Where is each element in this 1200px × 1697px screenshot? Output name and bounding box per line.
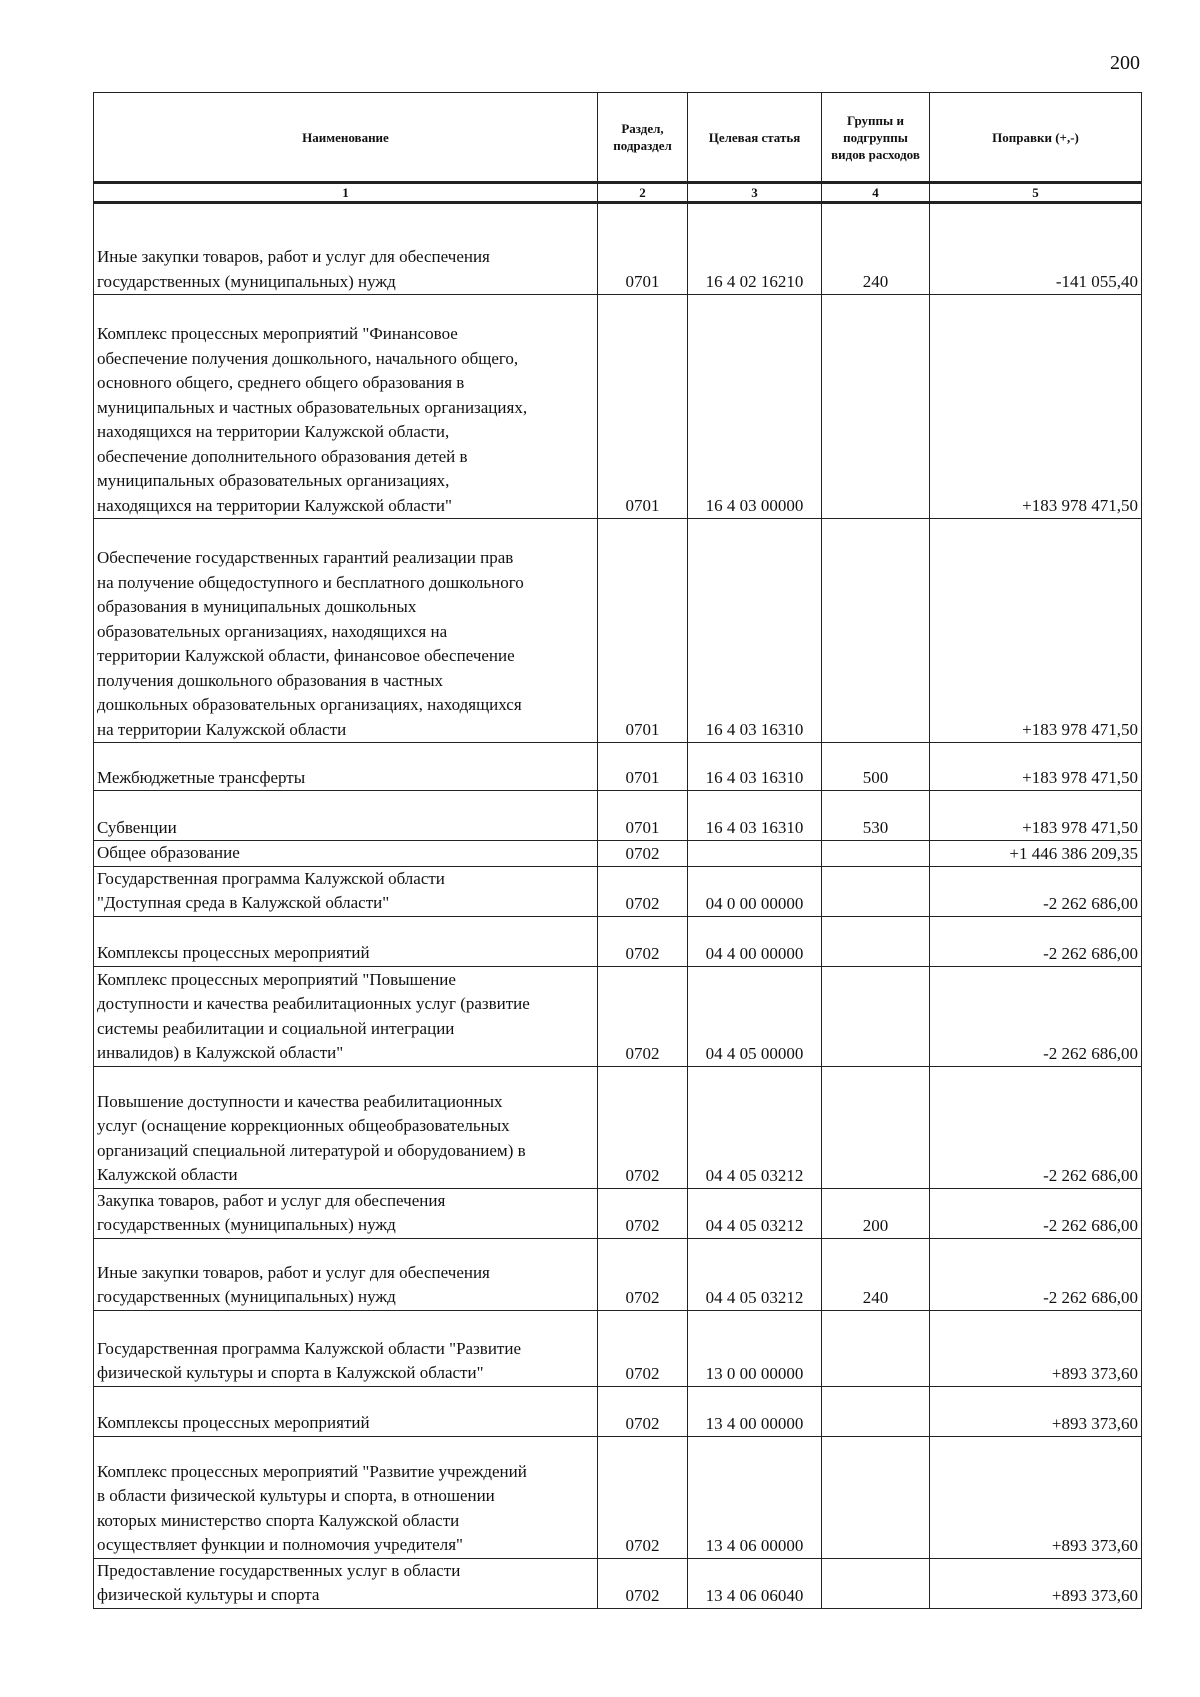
row-target: 04 4 05 03212 (688, 1188, 822, 1238)
row-group (822, 1386, 930, 1436)
row-group (822, 1310, 930, 1386)
column-number-row (94, 183, 1142, 203)
page-number: 200 (1110, 52, 1140, 74)
row-target: 13 4 06 06040 (688, 1558, 822, 1608)
row-section: 0702 (598, 1238, 688, 1310)
row-group: 200 (822, 1188, 930, 1238)
row-section: 0702 (598, 1310, 688, 1386)
row-amount: -2 262 686,00 (930, 1188, 1142, 1238)
table-row (94, 1188, 1142, 1238)
table-row (94, 841, 1142, 867)
budget-amendments-table (93, 92, 1142, 1609)
column-number: 4 (822, 183, 930, 203)
row-section: 0701 (598, 295, 688, 519)
row-target: 04 4 05 00000 (688, 966, 822, 1066)
header-section: Раздел, подраздел (598, 93, 688, 183)
row-group: 240 (822, 1238, 930, 1310)
table-row (94, 791, 1142, 841)
table-row (94, 1066, 1142, 1188)
row-group (822, 916, 930, 966)
row-section: 0701 (598, 519, 688, 743)
column-number: 1 (94, 183, 598, 203)
row-section: 0702 (598, 866, 688, 916)
row-target: 04 0 00 00000 (688, 866, 822, 916)
column-number: 5 (930, 183, 1142, 203)
row-name: Комплекс процессных мероприятий "Финансовое обеспечение получения дошкольного, начального общего, основного общего, среднего общего образования в муниципальных и частных образовательных организациях, находящихся на территории Калужской области, обеспечение дополнительного образования детей в муниципальных образовательных организациях, находящихся на территории Калужской области" (94, 295, 598, 519)
table-row (94, 203, 1142, 295)
table-row (94, 1310, 1142, 1386)
table-row (94, 1558, 1142, 1608)
row-amount: +1 446 386 209,35 (930, 841, 1142, 867)
table-row (94, 1436, 1142, 1558)
row-target: 16 4 03 16310 (688, 519, 822, 743)
row-section: 0702 (598, 1066, 688, 1188)
row-name: Межбюджетные трансферты (94, 743, 598, 791)
table-body (94, 203, 1142, 1609)
row-group (822, 1066, 930, 1188)
row-group (822, 1436, 930, 1558)
row-section: 0702 (598, 916, 688, 966)
row-section: 0701 (598, 743, 688, 791)
table-row (94, 295, 1142, 519)
row-name: Иные закупки товаров, работ и услуг для обеспечения государственных (муниципальных) нужд (94, 1238, 598, 1310)
row-target: 13 4 06 00000 (688, 1436, 822, 1558)
row-section: 0701 (598, 791, 688, 841)
row-amount: -2 262 686,00 (930, 1238, 1142, 1310)
header-row (94, 93, 1142, 183)
row-amount: +183 978 471,50 (930, 295, 1142, 519)
row-target: 04 4 05 03212 (688, 1066, 822, 1188)
row-name: Предоставление государственных услуг в области физической культуры и спорта (94, 1558, 598, 1608)
row-section: 0701 (598, 203, 688, 295)
row-target: 04 4 00 00000 (688, 916, 822, 966)
table-row (94, 866, 1142, 916)
row-name: Государственная программа Калужской области "Доступная среда в Калужской области" (94, 866, 598, 916)
row-name: Иные закупки товаров, работ и услуг для обеспечения государственных (муниципальных) нужд (94, 203, 598, 295)
table-header (94, 93, 1142, 203)
row-group (822, 295, 930, 519)
row-name: Государственная программа Калужской области "Развитие физической культуры и спорта в Калужской области" (94, 1310, 598, 1386)
row-target: 16 4 03 16310 (688, 743, 822, 791)
row-amount: +893 373,60 (930, 1310, 1142, 1386)
row-group (822, 519, 930, 743)
row-group: 500 (822, 743, 930, 791)
header-target: Целевая статья (688, 93, 822, 183)
row-amount: -2 262 686,00 (930, 916, 1142, 966)
row-target (688, 841, 822, 867)
row-amount: +183 978 471,50 (930, 519, 1142, 743)
row-section: 0702 (598, 1436, 688, 1558)
table-row (94, 966, 1142, 1066)
row-group: 530 (822, 791, 930, 841)
row-name: Комплекс процессных мероприятий "Развитие учреждений в области физической культуры и спорта, в отношении которых министерство спорта Калужской области осуществляет функции и полномочия учредителя" (94, 1436, 598, 1558)
header-groups: Группы и подгруппы видов расходов (822, 93, 930, 183)
row-name: Обеспечение государственных гарантий реализации прав на получение общедоступного и бесплатного дошкольного образования в муниципальных дошкольных образовательных организациях, находящихся на территории Калужской области, финансовое обеспечение получения дошкольного образования в частных дошкольных образовательных организациях, находящихся на территории Калужской области (94, 519, 598, 743)
row-amount: -141 055,40 (930, 203, 1142, 295)
row-name: Повышение доступности и качества реабилитационных услуг (оснащение коррекционных общеобразовательных организаций специальной литературой и оборудованием) в Калужской области (94, 1066, 598, 1188)
row-group (822, 841, 930, 867)
row-target: 13 4 00 00000 (688, 1386, 822, 1436)
row-target: 16 4 03 16310 (688, 791, 822, 841)
row-amount: +183 978 471,50 (930, 791, 1142, 841)
row-group (822, 866, 930, 916)
row-section: 0702 (598, 1188, 688, 1238)
table-row (94, 519, 1142, 743)
row-name: Комплекс процессных мероприятий "Повышение доступности и качества реабилитационных услуг (развитие системы реабилитации и социальной интеграции инвалидов) в Калужской области" (94, 966, 598, 1066)
row-section: 0702 (598, 966, 688, 1066)
row-group (822, 966, 930, 1066)
table-row (94, 1386, 1142, 1436)
row-name: Субвенции (94, 791, 598, 841)
table-row (94, 1238, 1142, 1310)
row-target: 13 0 00 00000 (688, 1310, 822, 1386)
row-amount: -2 262 686,00 (930, 866, 1142, 916)
row-name: Комплексы процессных мероприятий (94, 916, 598, 966)
table-row (94, 743, 1142, 791)
row-amount: -2 262 686,00 (930, 1066, 1142, 1188)
row-name: Общее образование (94, 841, 598, 867)
row-section: 0702 (598, 841, 688, 867)
row-amount: +893 373,60 (930, 1558, 1142, 1608)
row-target: 16 4 03 00000 (688, 295, 822, 519)
row-group (822, 1558, 930, 1608)
header-amendments: Поправки (+,-) (930, 93, 1142, 183)
column-number: 2 (598, 183, 688, 203)
row-name: Комплексы процессных мероприятий (94, 1386, 598, 1436)
table-row (94, 916, 1142, 966)
row-group: 240 (822, 203, 930, 295)
row-amount: +893 373,60 (930, 1436, 1142, 1558)
column-number: 3 (688, 183, 822, 203)
row-name: Закупка товаров, работ и услуг для обеспечения государственных (муниципальных) нужд (94, 1188, 598, 1238)
row-target: 04 4 05 03212 (688, 1238, 822, 1310)
row-amount: +183 978 471,50 (930, 743, 1142, 791)
row-section: 0702 (598, 1558, 688, 1608)
row-amount: +893 373,60 (930, 1386, 1142, 1436)
row-amount: -2 262 686,00 (930, 966, 1142, 1066)
row-target: 16 4 02 16210 (688, 203, 822, 295)
header-name: Наименование (94, 93, 598, 183)
row-section: 0702 (598, 1386, 688, 1436)
